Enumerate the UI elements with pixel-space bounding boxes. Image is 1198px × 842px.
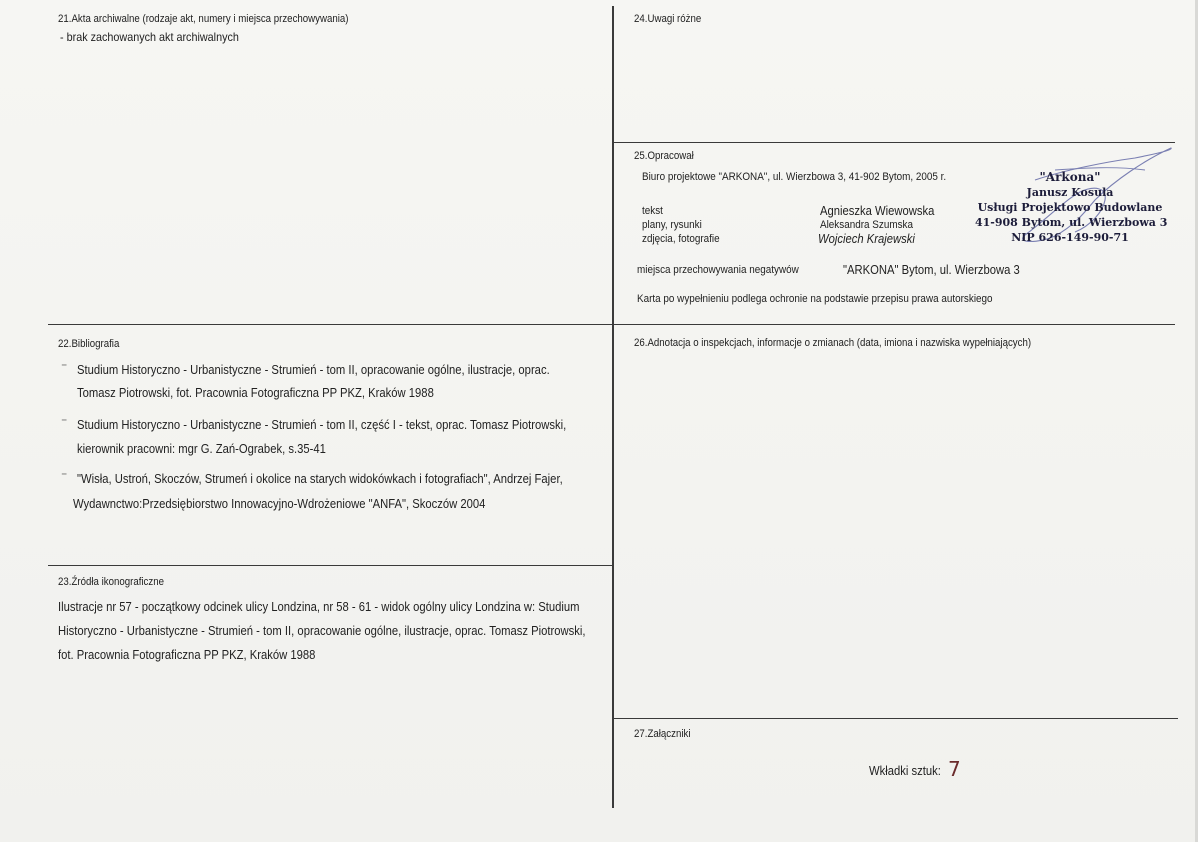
name-text-author: Agnieszka Wiewowska xyxy=(820,204,935,218)
section-24-label: 24.Uwagi różne xyxy=(634,13,702,25)
name-photos-author: Wojciech Krajewski xyxy=(818,232,915,246)
name-drawings-author: Aleksandra Szumska xyxy=(820,219,913,231)
bullet-marker: ⁻ xyxy=(61,415,68,429)
bibliography-item-1-line-1: Studium Historyczno - Urbanistyczne - Strumień - tom II, opracowanie ogólne, ilustracje, oprac. xyxy=(77,363,550,377)
bibliography-item-2-line-1: Studium Historyczno - Urbanistyczne - Strumień - tom II, część I - tekst, oprac. Tomasz Piotrowski, xyxy=(77,418,567,432)
section-26-label: 26.Adnotacja o inspekcjach, informacje o zmianach (data, imiona i nazwiska wypełniających) xyxy=(634,337,1032,349)
bibliography-item-1-line-2: Tomasz Piotrowski, fot. Pracownia Fotograficzna PP PKZ, Kraków 1988 xyxy=(77,386,434,400)
stamp-line-3: Usługi Projektowo Budowlane xyxy=(977,201,1163,214)
bibliography-item-3-line-1: "Wisła, Ustroń, Skoczów, Strumeń i okolice na starych widokówkach i fotografiach", Andrzej Fajer, xyxy=(77,472,563,486)
iconography-line-1: Ilustracje nr 57 - początkowy odcinek ulicy Londzina, nr 58 - 61 - widok ogólny ulicy Londzina w: Studium xyxy=(58,600,580,614)
bullet-marker: ⁻ xyxy=(61,469,68,483)
bullet-marker: ⁻ xyxy=(61,360,68,374)
negatives-storage-label: miejsca przechowywania negatywów xyxy=(637,264,799,276)
iconography-line-3: fot. Pracownia Fotograficzna PP PKZ, Kraków 1988 xyxy=(58,648,316,662)
role-drawings: plany, rysunki xyxy=(642,219,702,231)
iconography-line-2: Historyczno - Urbanistyczne - Strumień - tom II, opracowanie ogólne, ilustracje, oprac. Tomasz Piotrowski, xyxy=(58,624,586,638)
role-photos: zdjęcia, fotografie xyxy=(642,233,720,245)
role-text: tekst xyxy=(642,205,663,217)
section-22-label: 22.Bibliografia xyxy=(58,338,120,350)
inserts-label: Wkładki sztuk: xyxy=(869,764,941,778)
negatives-storage-value: "ARKONA" Bytom, ul. Wierzbowa 3 xyxy=(843,263,1020,277)
section-23-label: 23.Źródła ikonograficzne xyxy=(58,576,165,588)
stamp-line-2: Janusz Kosula xyxy=(1026,186,1114,199)
office-address: Biuro projektowe "ARKONA", ul. Wierzbowa 3, 41-902 Bytom, 2005 r. xyxy=(642,171,947,183)
stamp-line-5: NIP 626-149-90-71 xyxy=(1011,231,1129,244)
inserts-count: 7 xyxy=(948,757,961,781)
stamp-line-1: "Arkona" xyxy=(1039,170,1101,184)
divider-row-1 xyxy=(48,324,1175,325)
section-27-label: 27.Załączniki xyxy=(634,728,691,740)
stamp-line-4: 41-908 Bytom, ul. Wierzbowa 3 xyxy=(975,216,1168,229)
bibliography-item-3-line-2: Wydawnctwo:Przedsiębiorstwo Innowacyjno-Wdrożeniowe "ANFA", Skoczów 2004 xyxy=(73,497,486,511)
divider-26-27 xyxy=(613,718,1178,719)
bibliography-item-2-line-2: kierownik pracowni: mgr G. Zań-Ograbek, s.35-41 xyxy=(77,442,326,456)
section-25-label: 25.Opracował xyxy=(634,150,694,162)
divider-22-23 xyxy=(48,565,613,566)
section-21-label: 21.Akta archiwalne (rodzaje akt, numery i miejsca przechowywania) xyxy=(58,13,349,25)
section-21-value: - brak zachowanych akt archiwalnych xyxy=(60,30,239,44)
vertical-divider xyxy=(612,6,614,808)
company-stamp xyxy=(975,170,1168,245)
copyright-note: Karta po wypełnieniu podlega ochronie na podstawie przepisu prawa autorskiego xyxy=(637,293,993,305)
